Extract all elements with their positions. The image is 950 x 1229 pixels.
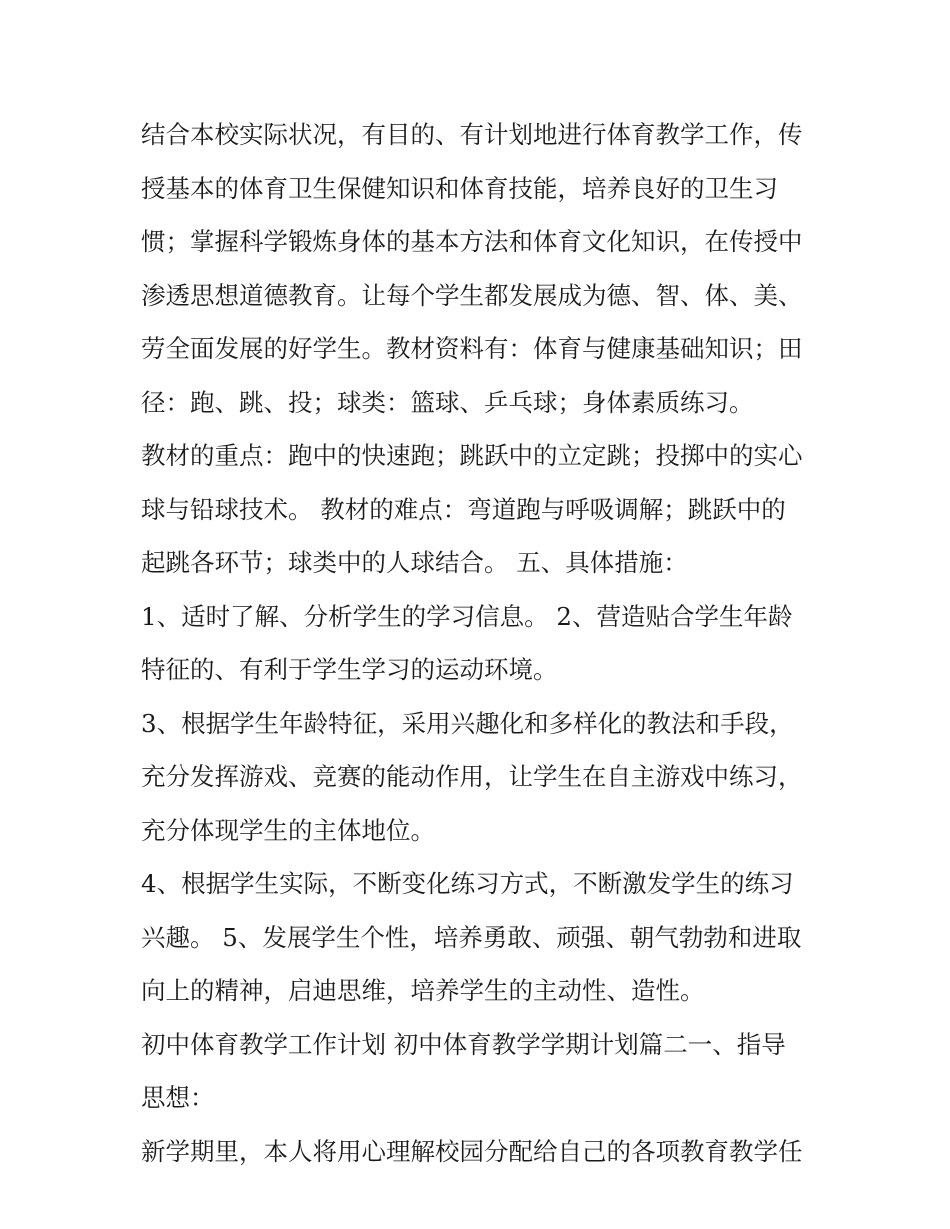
- document-body: [141, 108, 821, 1178]
- text-line: 特征的、有利于学生学习的运动环境。: [141, 655, 558, 684]
- text-line: 径：跑、跳、投；球类：篮球、乒乓球；身体素质练习。: [141, 387, 754, 417]
- text-line: 充分体现学生的主体地位。: [141, 815, 435, 845]
- text-line: 新学期里，本人将用心理解校园分配给自己的各项教育教学任: [141, 1136, 803, 1166]
- text-line: 思想：: [141, 1083, 215, 1112]
- text-line: 4、根据学生实际，不断变化练习方式，不断激发学生的练习: [141, 869, 794, 898]
- text-line: 3、根据学生年龄特征，采用兴趣化和多样化的教法和手段，: [141, 708, 794, 738]
- text-line: 教材的重点：跑中的快速跑；跳跃中的立定跳；投掷中的实心: [141, 441, 803, 470]
- text-line: 结合本校实际状况，有目的、有计划地进行体育教学工作，传: [141, 120, 803, 149]
- text-line: 授基本的体育卫生保健知识和体育技能，培养良好的卫生习: [141, 173, 778, 203]
- text-line: 渗透思想道德教育。让每个学生都发展成为德、智、体、美、: [141, 280, 803, 310]
- text-line: 起跳各环节；球类中的人球结合。 五、具体措施：: [141, 548, 688, 577]
- text-line: 惯；掌握科学锻炼身体的基本方法和体育文化知识，在传授中: [141, 227, 803, 256]
- text-line: 劳全面发展的好学生。教材资料有：体育与健康基础知识；田: [141, 334, 803, 363]
- text-line: 向上的精神，启迪思维，培养学生的主动性、造性。: [141, 976, 705, 1005]
- text-line: 初中体育教学工作计划 初中体育教学学期计划篇二一、指导: [141, 1029, 786, 1059]
- text-line: 兴趣。 5、发展学生个性，培养勇敢、顽强、朝气勃勃和进取: [141, 922, 802, 952]
- text-line: 1、适时了解、分析学生的学习信息。 2、营造贴合学生年龄: [141, 601, 793, 631]
- text-line: 球与铅球技术。 教材的难点：弯道跑与呼吸调解；跳跃中的: [141, 494, 786, 524]
- text-line: 充分发挥游戏、竞赛的能动作用，让学生在自主游戏中练习，: [141, 762, 803, 791]
